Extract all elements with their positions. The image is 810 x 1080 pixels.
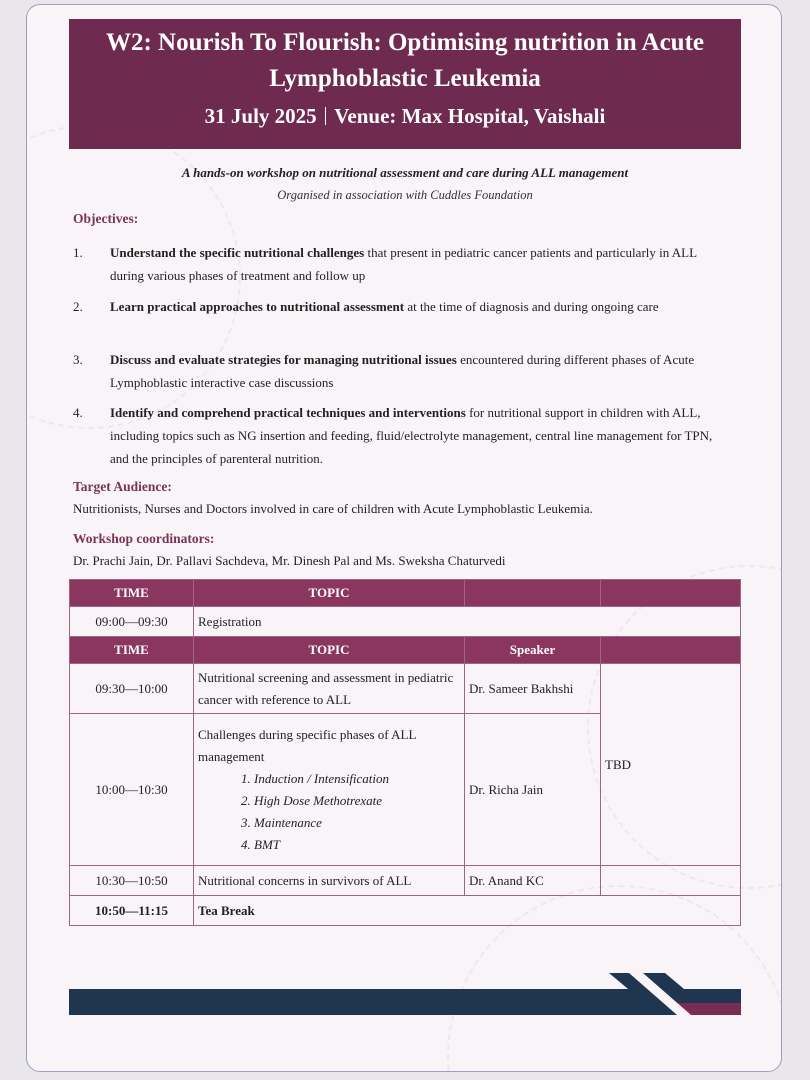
table-row xyxy=(70,896,741,926)
list-item: 3. Maintenance xyxy=(254,812,460,834)
topic-column-header: TOPIC xyxy=(194,637,465,664)
objective-bold: Understand the specific nutritional challenges xyxy=(110,245,365,260)
time-column-header: TIME xyxy=(70,580,194,607)
topic-cell: Nutritional concerns in survivors of ALL xyxy=(194,866,465,896)
speaker-column-header: Speaker xyxy=(465,637,601,664)
time-cell: 09:30—10:00 xyxy=(70,664,194,714)
coordinators-text: Dr. Prachi Jain, Dr. Pallavi Sachdeva, Mr. Dinesh Pal and Ms. Sweksha Chaturvedi xyxy=(73,553,506,568)
time-cell: 10:50—11:15 xyxy=(70,896,194,926)
topic-cell: Registration xyxy=(194,607,741,637)
document-page xyxy=(26,4,782,1072)
time-column-header: TIME xyxy=(70,637,194,664)
title-banner xyxy=(69,19,741,149)
objective-number: 3. xyxy=(73,352,83,367)
footer-banner xyxy=(69,973,741,1021)
objective-bold: Discuss and evaluate strategies for managing nutritional issues xyxy=(110,352,457,367)
list-item: 1. Induction / Intensification xyxy=(254,768,460,790)
topic-text: Challenges during specific phases of ALL management xyxy=(198,726,416,764)
coordinators-heading: Workshop coordinators: xyxy=(73,531,215,546)
tagline: A hands-on workshop on nutritional assessment and care during ALL management xyxy=(181,165,629,180)
break-cell: Tea Break xyxy=(194,896,741,926)
target-audience-text: Nutritionists, Nurses and Doctors involved in care of children with Acute Lymphoblastic Leukemia. xyxy=(73,501,593,516)
objective-item xyxy=(73,295,733,318)
time-cell: 10:30—10:50 xyxy=(70,866,194,896)
table-row xyxy=(70,607,741,637)
objective-text: at the time of diagnosis and during ongoing care xyxy=(404,299,659,314)
objective-number: 1. xyxy=(73,245,83,260)
separator xyxy=(325,107,327,125)
objective-text: that present in pediatric cancer patients and particularly in ALL during various phases of treatment and follow up xyxy=(110,245,697,283)
speaker-cell: Dr. Sameer Bakhshi xyxy=(465,664,601,714)
tbd-cell: TBD xyxy=(601,664,741,866)
topic-cell xyxy=(194,714,465,866)
objective-number: 2. xyxy=(73,299,83,314)
time-cell: 10:00—10:30 xyxy=(70,714,194,866)
objective-item xyxy=(73,401,733,470)
workshop-title: W2: Nourish To Flourish: Optimising nutrition in Acute Lymphoblastic Leukemia xyxy=(105,29,705,92)
topic-cell: Nutritional screening and assessment in pediatric cancer with reference to ALL xyxy=(194,664,465,714)
date-venue-line xyxy=(69,101,741,131)
list-item: 4. BMT xyxy=(254,834,460,856)
speaker-cell: Dr. Richa Jain xyxy=(465,714,601,866)
table-header-row xyxy=(70,580,741,607)
empty-header-cell xyxy=(601,637,741,664)
objectives-heading: Objectives: xyxy=(73,211,139,226)
empty-header-cell xyxy=(601,580,741,607)
schedule-table xyxy=(69,579,741,926)
phase-list xyxy=(198,768,460,856)
list-item: 2. High Dose Methotrexate xyxy=(254,790,460,812)
objective-bold: Learn practical approaches to nutritional assessment xyxy=(110,299,405,314)
empty-header-cell xyxy=(465,580,601,607)
objective-text: for nutritional support in children with ALL, including topics such as NG insertion and feeding, fluid/electrolyte management, central line management for TPN, and the principles of parenteral nutrition. xyxy=(110,405,713,466)
organiser-line: Organised in association with Cuddles Foundation xyxy=(277,188,533,202)
workshop-date: 31 July 2025 xyxy=(204,104,317,128)
objective-number: 4. xyxy=(73,405,83,420)
objective-bold: Identify and comprehend practical techniques and interventions xyxy=(110,405,466,420)
objective-text: encountered during different phases of Acute Lymphoblastic interactive case discussions xyxy=(110,352,695,390)
table-row xyxy=(70,664,741,714)
table-header-row xyxy=(70,637,741,664)
objective-item xyxy=(73,241,733,287)
objective-item xyxy=(73,348,733,394)
speaker-cell: Dr. Anand KC xyxy=(465,866,601,896)
topic-column-header: TOPIC xyxy=(194,580,465,607)
target-audience-heading: Target Audience: xyxy=(73,479,172,494)
empty-cell xyxy=(601,866,741,896)
table-row xyxy=(70,866,741,896)
time-cell: 09:00—09:30 xyxy=(70,607,194,637)
workshop-venue: Venue: Max Hospital, Vaishali xyxy=(334,104,606,128)
